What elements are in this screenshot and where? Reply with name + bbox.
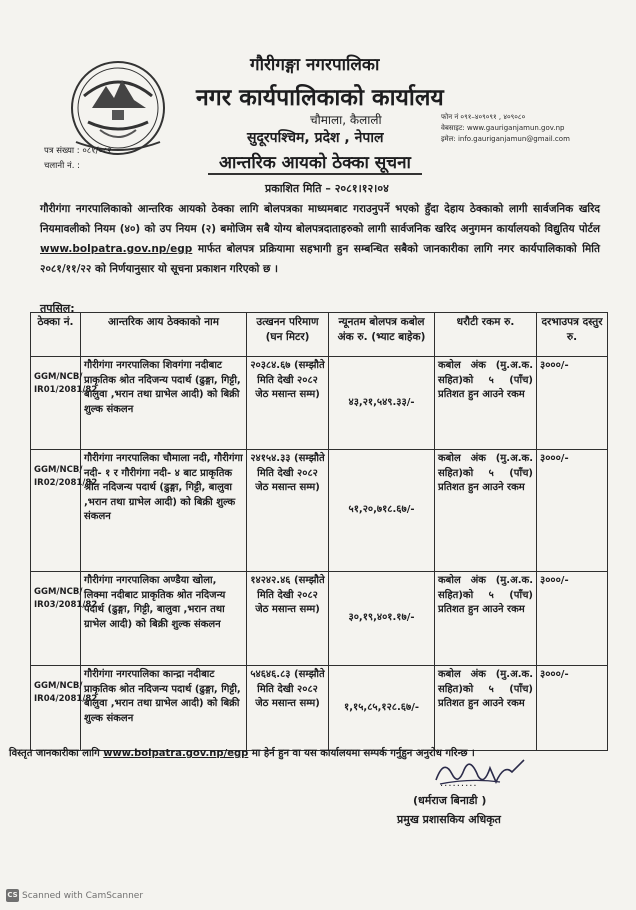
header-min-bid: न्यूनतम बोलपत्र कबोल अंक रु. (भ्याट बाहेक) <box>329 313 435 357</box>
row-fee: ३०००/- <box>537 572 608 666</box>
row-min-bid: ४३,२१,५४९.३३/- <box>329 357 435 450</box>
letter-number: पत्र संख्या : ०८१/०८२ <box>44 146 112 156</box>
header-name: आन्तरिक आय ठेक्काको नाम <box>81 313 247 357</box>
contact-block <box>441 112 570 145</box>
table-row <box>31 450 608 572</box>
table-row <box>31 666 608 751</box>
signer-name: (धर्मराज बिनाडी ) <box>413 794 487 807</box>
row-name: गौरीगंगा नगरपालिका अण्डैया खोला, लिक्मा नदीबाट प्राकृतिक श्रोत नदिजन्य पदार्थ (ढुङ्गा, गिट्टी, बालुवा ,भरान तथा ग्राभेल आदी) को बिक्री शुल्क संकलन <box>81 572 247 666</box>
nepal-emblem-icon <box>62 48 174 160</box>
row-min-bid: ३०,१९,४०१.१७/- <box>329 572 435 666</box>
signature-dots: ......... <box>440 778 478 789</box>
row-name: गौरीगंगा नगरपालिका शिवगंगा नदीबाट प्राकृतिक श्रोत नदिजन्य पदार्थ (ढुङ्गा, गिट्टी, बालुवा ,भरान तथा ग्राभेल आदी) को बिक्री शुल्क संकलन <box>81 357 247 450</box>
table-row <box>31 572 608 666</box>
header-quantity: उत्खनन परिमाण (घन मिटर) <box>247 313 329 357</box>
body-text-after-link: मार्फत बोलपत्र प्रक्रियामा सहभागी हुन सम्बन्धित सबैको जानकारीका लागि नगर कार्यपालिकाको मिति २०८१/११/२२ को निर्णयानुसार यो सूचना प्रकाशन गरिएको छ । <box>40 243 600 275</box>
scanner-watermark <box>6 889 143 902</box>
row-deposit: कबोल अंक (मु.अ.क. सहित)को ५ (पाँच) प्रतिशत हुन आउने रकम <box>435 450 537 572</box>
row-code: GGM/NCB/ IR04/2081/82 <box>31 666 81 751</box>
header-fee: दरभाउपत्र दस्तुर रु. <box>537 313 608 357</box>
contract-table <box>30 312 608 751</box>
contact-website: वेबसाइट: www.gauriganjamun.gov.np <box>441 124 565 132</box>
footer-text-after-link: मा हेर्न हुन वा यस कार्यालयमा सम्पर्क गर्नुहुन अनुरोध गरिन्छ । <box>251 748 475 759</box>
contact-email: इमेल: info.gauriganjamun@gmail.com <box>441 135 570 143</box>
row-fee: ३०००/- <box>537 666 608 751</box>
scanner-text: Scanned with CamScanner <box>22 891 144 901</box>
notice-body <box>40 199 600 279</box>
province-line: सुदूरपश्चिम, प्रदेश , नेपाल <box>247 130 384 146</box>
row-name: गौरीगंगा नगरपालिका कान्द्रा नदीबाट प्राकृतिक श्रोत नदिजन्य पदार्थ (ढुङ्गा, गिट्टी, बालुवा ,भरान तथा ग्राभेल आदी) को बिक्री शुल्क संकलन <box>81 666 247 751</box>
row-deposit: कबोल अंक (मु.अ.क. सहित)को ५ (पाँच) प्रतिशत हुन आउने रकम <box>435 666 537 751</box>
row-code: GGM/NCB/ IR03/2081/82 <box>31 572 81 666</box>
bolpatra-link[interactable]: www.bolpatra.gov.np/egp <box>40 243 193 255</box>
header-deposit: धरौटी रकम रु. <box>435 313 537 357</box>
row-code: GGM/NCB/ IR02/2081/82 <box>31 450 81 572</box>
row-fee: ३०००/- <box>537 357 608 450</box>
row-quantity: ५४६४६.८३ (सम्झौते मिति देखी २०८२ जेठ मसान्त सम्म) <box>247 666 329 751</box>
details-label: तपसिल: <box>40 302 75 315</box>
header-code: ठेक्का नं. <box>31 313 81 357</box>
contact-phone: फोन नं ०९१–४०९०९१ , ४०९०८० <box>441 113 526 121</box>
row-min-bid: ५१,२०,७१८.६७/- <box>329 450 435 572</box>
table-row <box>31 357 608 450</box>
row-name: गौरीगंगा नगरपालिका चौमाला नदी, गौरीगंगा नदी- १ र गौरीगंगा नदी- ४ बाट प्राकृतिक श्रोत नदिजन्य पदार्थ (ढुङ्गा, गिट्टी, बालुवा ,भरान तथा ग्राभेल आदी) को बिक्री शुल्क संकलन <box>81 450 247 572</box>
municipality-name: गौरीगङ्गा नगरपालिका <box>250 55 380 75</box>
table-header-row <box>31 313 608 357</box>
row-quantity: २०३८४.६७ (सम्झौते मिति देखी २०८२ जेठ मसान्त सम्म) <box>247 357 329 450</box>
row-deposit: कबोल अंक (मु.अ.क. सहित)को ५ (पाँच) प्रतिशत हुन आउने रकम <box>435 357 537 450</box>
row-quantity: २४१५४.३३ (सम्झौते मिति देखी २०८२ जेठ मसान्त सम्म) <box>247 450 329 572</box>
row-code: GGM/NCB/ IR01/2081/82 <box>31 357 81 450</box>
row-deposit: कबोल अंक (मु.अ.क. सहित)को ५ (पाँच) प्रतिशत हुन आउने रकम <box>435 572 537 666</box>
office-location: चौमाला, कैलाली <box>310 113 382 127</box>
dispatch-number: चलानी नं. : <box>44 161 80 171</box>
publish-date: प्रकाशित मिति – २०८१।१२।०४ <box>265 182 389 195</box>
footer-text-before-link: विस्तृत जानकारीका लागि <box>9 748 100 759</box>
body-text-before-link: गौरीगंगा नगरपालिकाको आन्तरिक आयको ठेक्का लागि बोलपत्रका माध्यमबाट गराउनुपर्ने भएको हुँदा देहाय ठेक्काको लागी सार्वजनिक खरिद नियमावलीको नियम (४०) को उप नियम (२) बमोजिम सबै योग्य बोलपत्रदाताहरुको लागी सार्वजनिक खरिद अनुगमन कार्यालयको विद्युतिय पोर्टल <box>40 203 600 235</box>
footer-note <box>9 745 475 759</box>
footer-bolpatra-link[interactable]: www.bolpatra.gov.np/egp <box>103 748 249 759</box>
notice-title: आन्तरिक आयको ठेक्का सूचना <box>208 153 422 175</box>
row-quantity: १४२४२.४६ (सम्झौते मिति देखी २०८२ जेठ मसान्त सम्म) <box>247 572 329 666</box>
signer-title: प्रमुख प्रशासकिय अधिकृत <box>397 813 501 826</box>
camscanner-logo-icon: CS <box>6 889 19 902</box>
office-name: नगर कार्यपालिकाको कार्यालय <box>196 85 444 111</box>
row-fee: ३०००/- <box>537 450 608 572</box>
row-min-bid: १,१५,८५,१२८.६७/- <box>329 666 435 751</box>
